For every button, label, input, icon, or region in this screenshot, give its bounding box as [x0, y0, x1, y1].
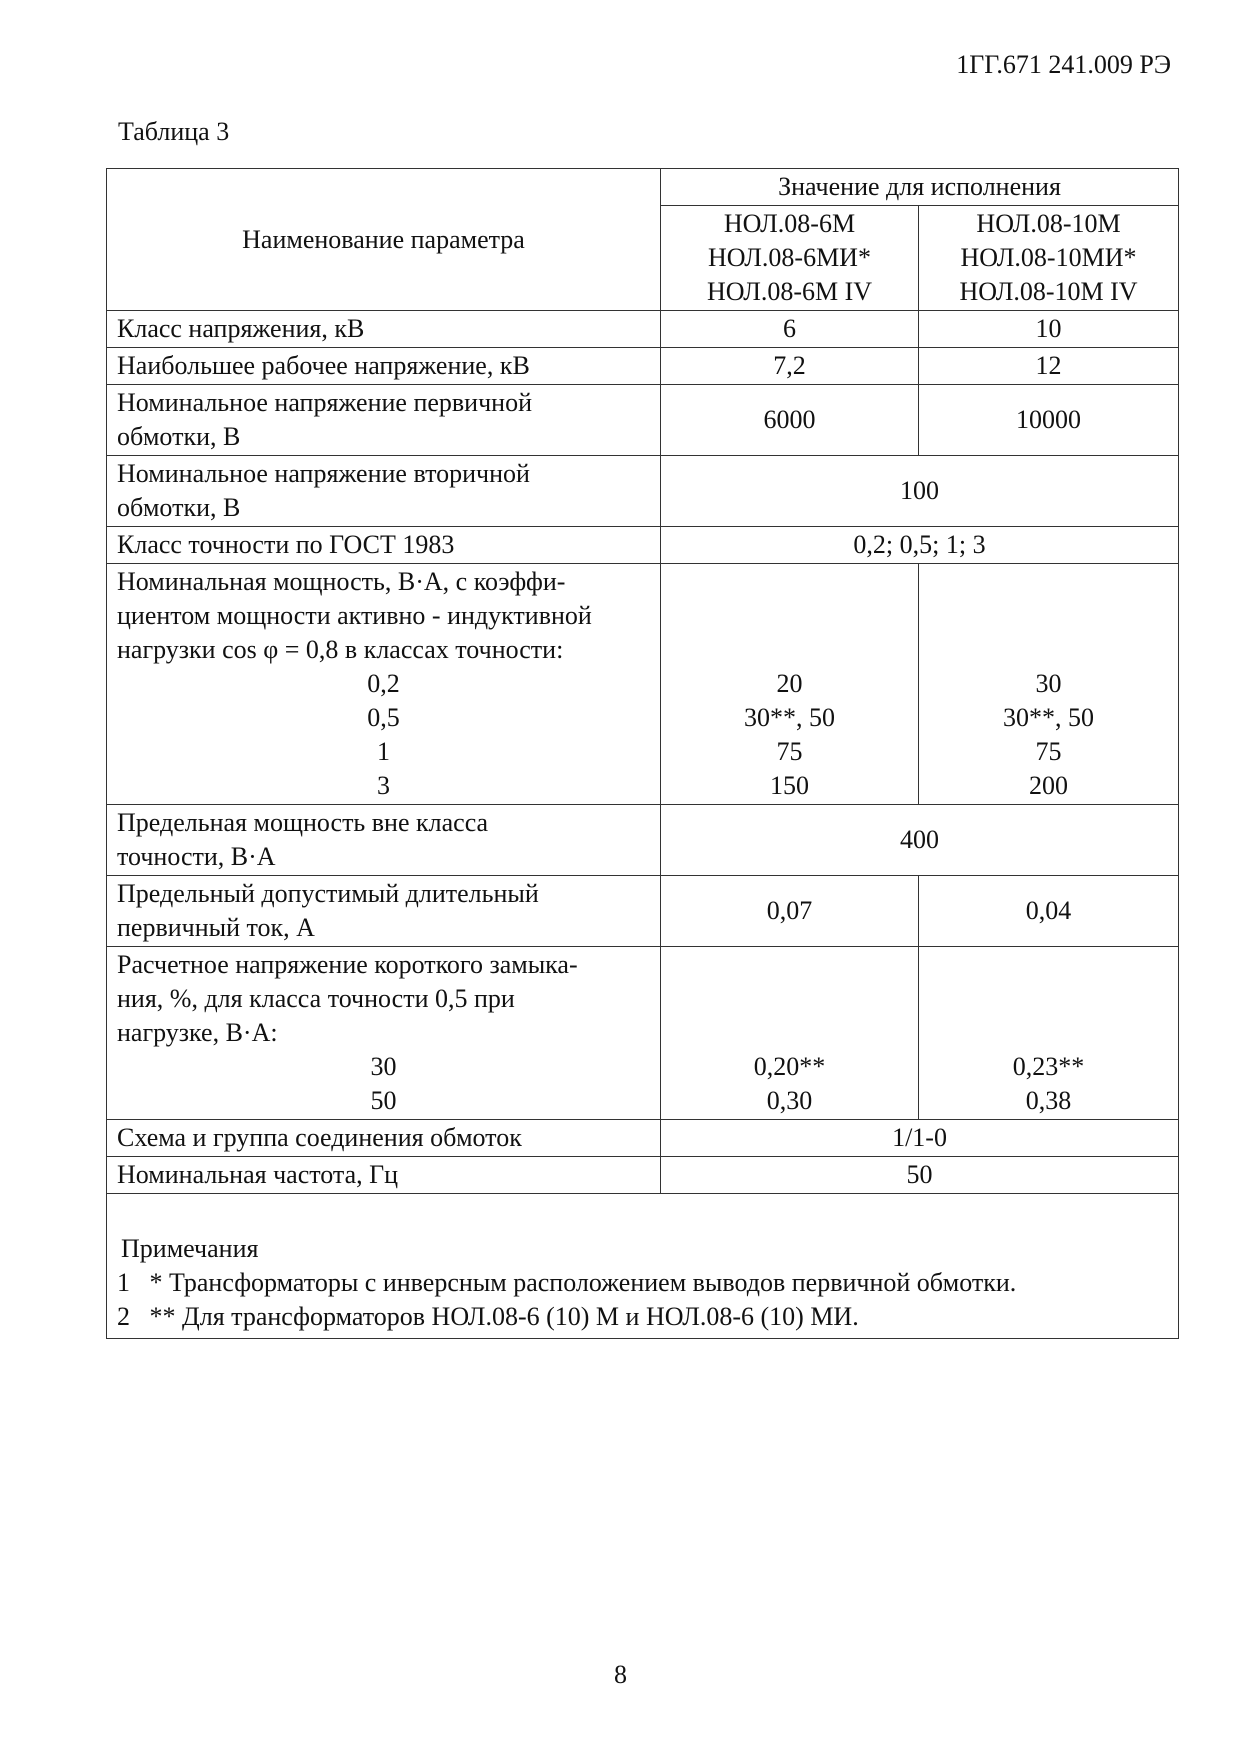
note-item	[117, 1300, 1166, 1334]
param-header-cell	[107, 169, 661, 311]
table-row	[107, 311, 1179, 348]
param-label	[107, 947, 661, 1120]
value-6	[661, 947, 919, 1120]
page-number: 8	[614, 1660, 627, 1689]
variant-10-line: НОЛ.08-10МИ*	[960, 243, 1137, 272]
accuracy-class-label: 0,2	[367, 669, 400, 698]
param-label	[107, 456, 661, 527]
table-row	[107, 876, 1179, 947]
power-value: 150	[770, 771, 809, 800]
param-label	[107, 385, 661, 456]
label-line: первичный ток, А	[117, 913, 315, 942]
param-label: Наибольшее рабочее напряжение, кВ	[107, 348, 661, 385]
variant-6-line: НОЛ.08-6МИ*	[708, 243, 871, 272]
variant-10-header	[919, 206, 1179, 311]
value-6	[661, 564, 919, 805]
label-line: Предельная мощность вне класса	[117, 808, 489, 837]
power-value: 75	[1035, 737, 1062, 766]
table-row	[107, 947, 1179, 1120]
header-row	[107, 169, 1179, 206]
variant-6-line: НОЛ.08-6М	[723, 209, 856, 238]
table-row	[107, 1120, 1179, 1157]
value-10: 0,04	[919, 876, 1179, 947]
param-label: Номинальная частота, Гц	[107, 1157, 661, 1194]
power-value: 20	[776, 669, 803, 698]
param-header: Наименование параметра	[242, 224, 525, 254]
power-value: 30	[1035, 669, 1062, 698]
table-row	[107, 564, 1179, 805]
table-row	[107, 348, 1179, 385]
sc-value: 0,38	[1025, 1086, 1072, 1115]
accuracy-class-label: 3	[377, 771, 390, 800]
label-line: Предельный допустимый длительный	[117, 879, 539, 908]
value-header-cell	[661, 169, 1179, 206]
power-value: 30**, 50	[744, 703, 835, 732]
value-6: 6	[661, 311, 919, 348]
accuracy-class-label: 0,5	[367, 703, 400, 732]
value-10	[919, 564, 1179, 805]
table-row	[107, 1157, 1179, 1194]
value-6: 7,2	[661, 348, 919, 385]
value-10: 10000	[919, 385, 1179, 456]
variant-6-line: НОЛ.08-6М IV	[706, 277, 873, 306]
load-label: 50	[370, 1086, 397, 1115]
notes-row	[107, 1194, 1179, 1339]
label-line: обмотки, В	[117, 422, 241, 451]
label-line: циентом мощности активно - индуктивной	[117, 601, 592, 630]
label-line: нагрузки cos φ = 0,8 в классах точности:	[117, 635, 564, 664]
variant-10-line: НОЛ.08-10М IV	[959, 277, 1138, 306]
param-label	[107, 564, 661, 805]
value-6: 6000	[661, 385, 919, 456]
note-number: 2	[117, 1302, 130, 1331]
label-line: ния, %, для класса точности 0,5 при	[117, 984, 515, 1013]
table-row	[107, 385, 1179, 456]
value-shared: 400	[661, 805, 1179, 876]
sc-value: 0,23**	[1012, 1052, 1085, 1081]
note-number: 1	[117, 1268, 130, 1297]
value-10	[919, 947, 1179, 1120]
table-row	[107, 527, 1179, 564]
value-shared: 50	[661, 1157, 1179, 1194]
sc-value: 0,30	[766, 1086, 813, 1115]
load-label: 30	[370, 1052, 397, 1081]
accuracy-class-label: 1	[377, 737, 390, 766]
sc-value: 0,20**	[753, 1052, 826, 1081]
param-label: Схема и группа соединения обмоток	[107, 1120, 661, 1157]
param-label	[107, 876, 661, 947]
value-header: Значение для исполнения	[778, 172, 1061, 201]
table-row	[107, 456, 1179, 527]
table-row	[107, 805, 1179, 876]
document-code: 1ГГ.671 241.009 РЭ	[956, 50, 1171, 79]
value-shared: 100	[661, 456, 1179, 527]
variant-10-line: НОЛ.08-10М	[976, 209, 1121, 238]
value-10: 10	[919, 311, 1179, 348]
label-line: нагрузке, В·А:	[117, 1018, 278, 1047]
value-10: 12	[919, 348, 1179, 385]
variant-6-header	[661, 206, 919, 311]
value-6: 0,07	[661, 876, 919, 947]
table-caption: Таблица 3	[118, 117, 230, 146]
power-value: 30**, 50	[1003, 703, 1094, 732]
notes-title: Примечания	[121, 1234, 259, 1263]
note-text: ** Для трансформаторов НОЛ.08-6 (10) М и НОЛ.08-6 (10) МИ.	[149, 1302, 859, 1331]
note-item	[117, 1266, 1166, 1300]
label-line: обмотки, В	[117, 493, 241, 522]
param-label: Класс точности по ГОСТ 1983	[107, 527, 661, 564]
parameters-table	[106, 168, 1179, 1339]
power-value: 75	[776, 737, 803, 766]
note-text: * Трансформаторы с инверсным расположением выводов первичной обмотки.	[149, 1268, 1017, 1297]
param-label: Класс напряжения, кВ	[107, 311, 661, 348]
value-shared: 0,2; 0,5; 1; 3	[661, 527, 1179, 564]
param-label	[107, 805, 661, 876]
label-line: Расчетное напряжение короткого замыка-	[117, 950, 578, 979]
label-line: Номинальное напряжение вторичной	[117, 459, 530, 488]
label-line: Номинальное напряжение первичной	[117, 388, 532, 417]
notes-cell	[107, 1194, 1179, 1339]
value-shared: 1/1-0	[661, 1120, 1179, 1157]
label-line: Номинальная мощность, В·А, с коэффи-	[117, 567, 566, 596]
power-value: 200	[1029, 771, 1068, 800]
label-line: точности, В·А	[117, 842, 276, 871]
